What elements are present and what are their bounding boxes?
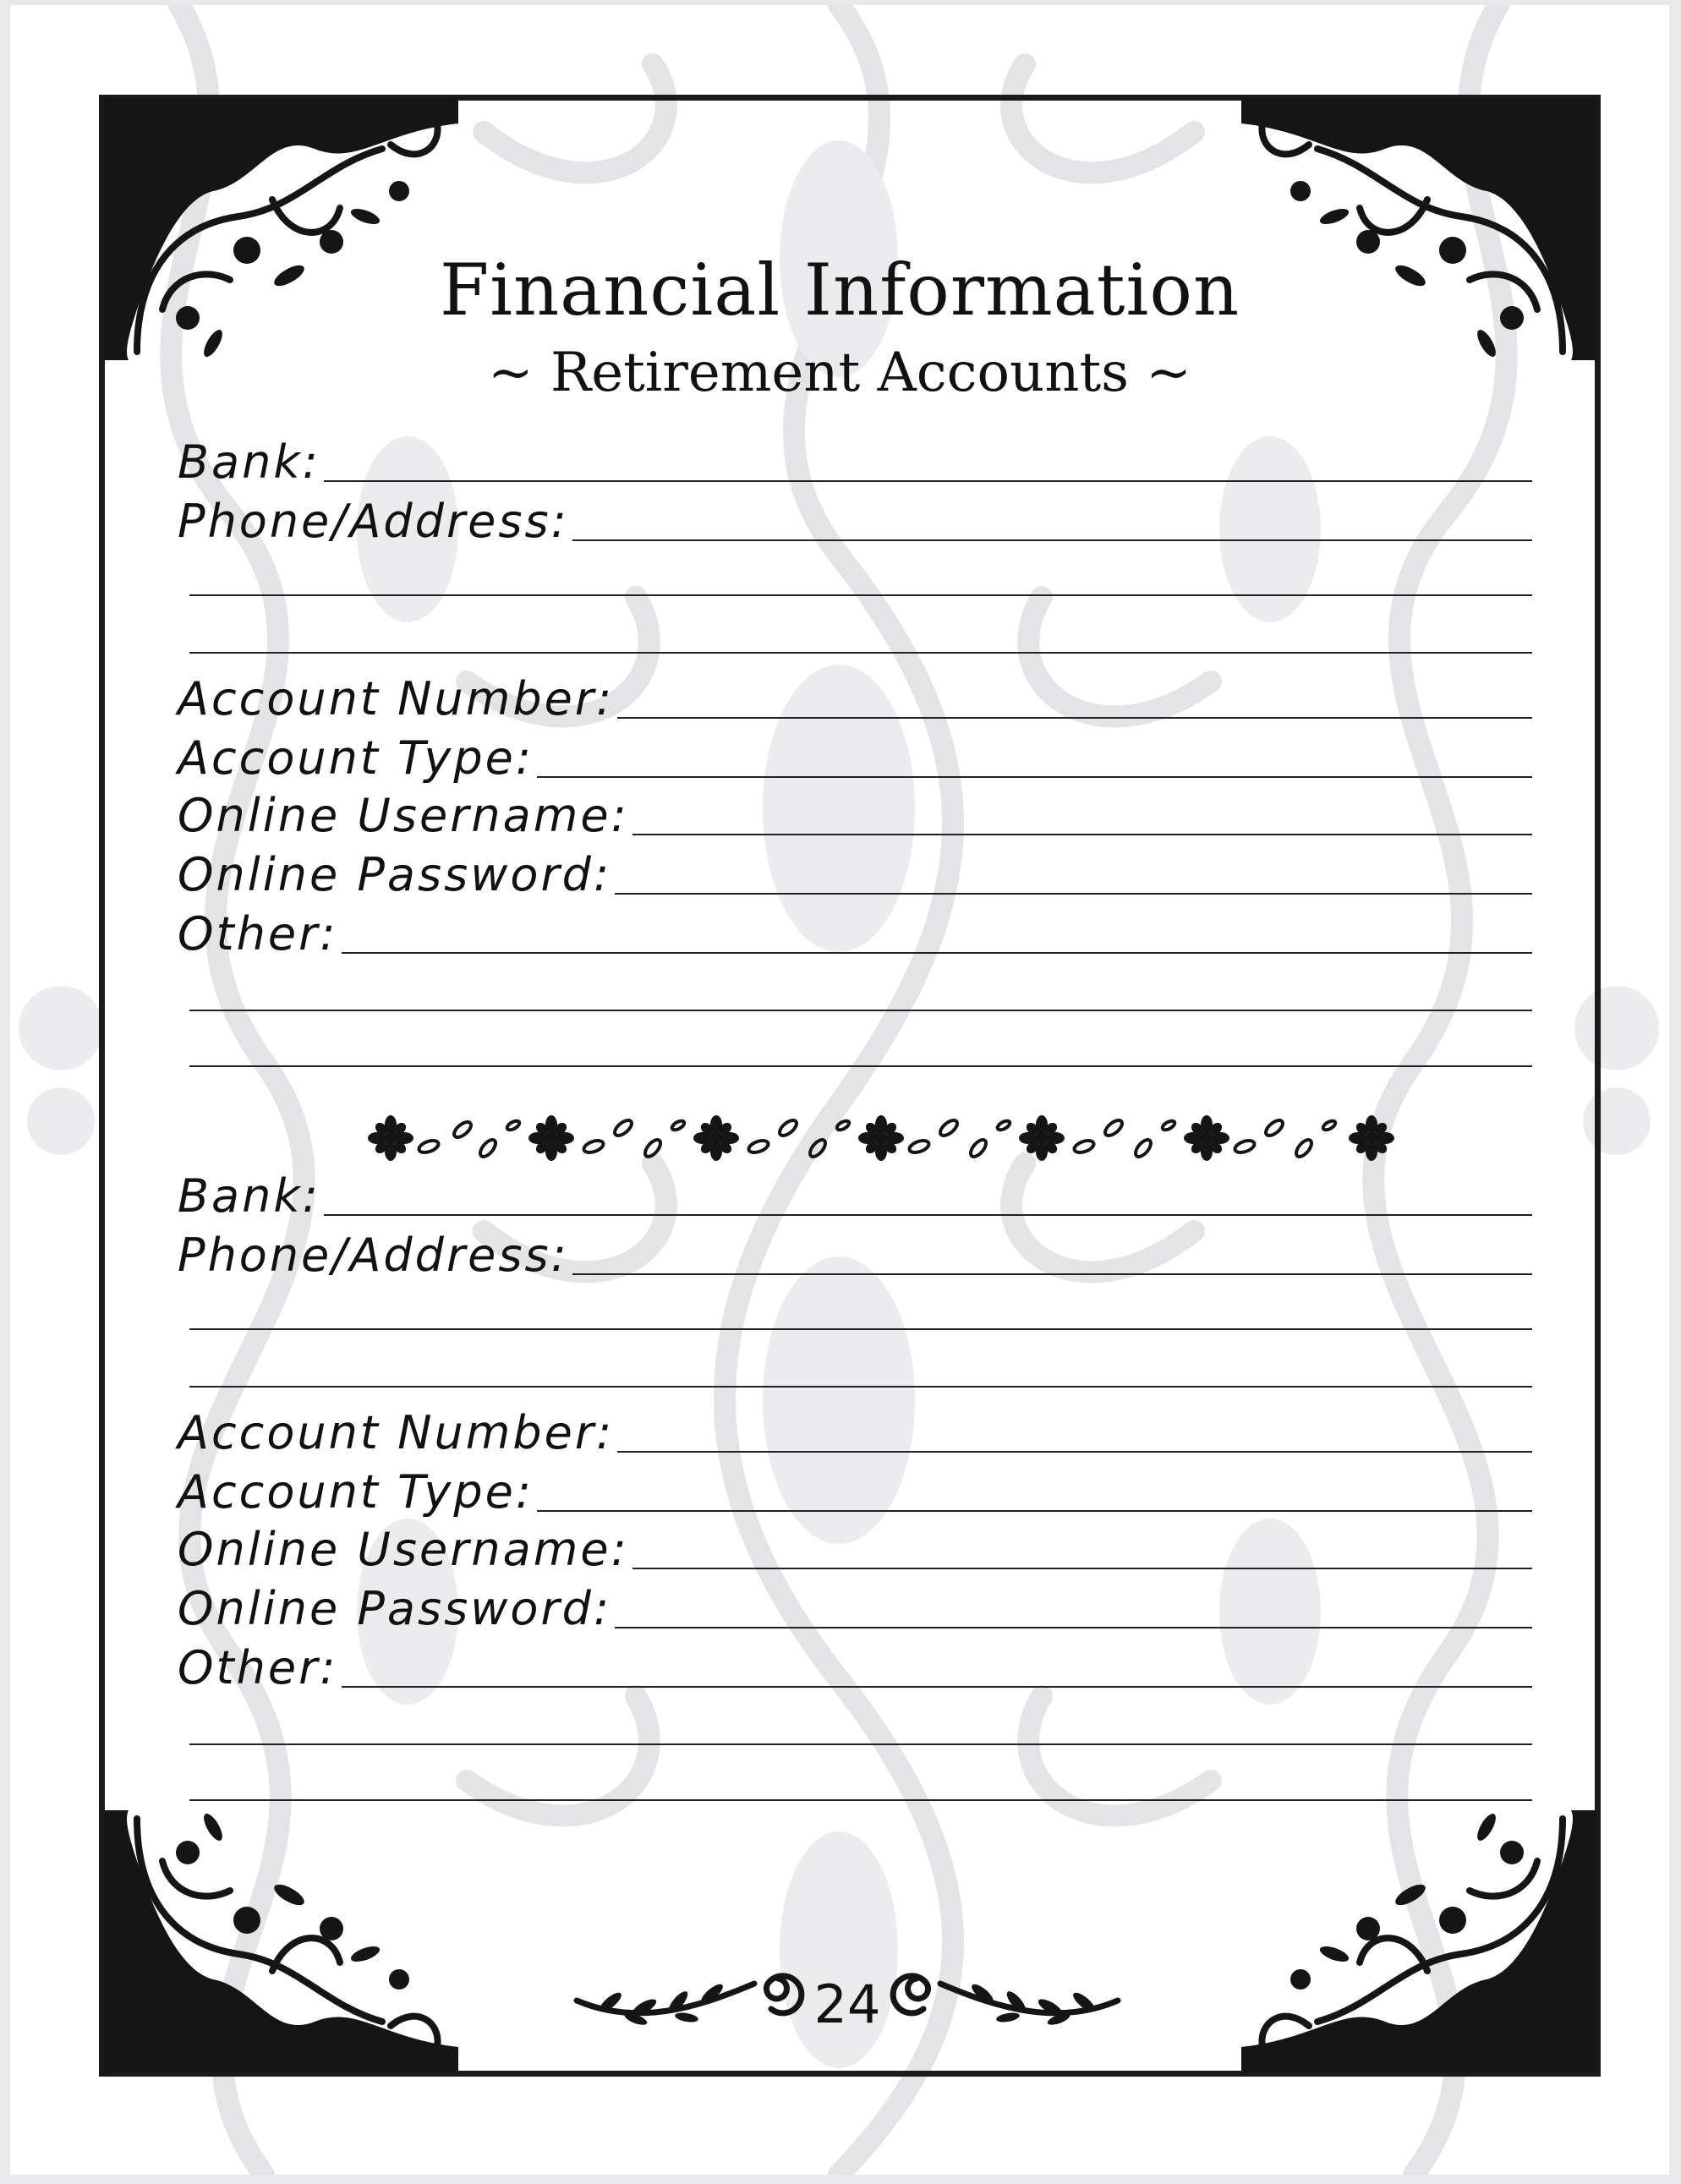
write-line	[617, 717, 1532, 719]
account-type-label: Account Type:	[178, 1465, 534, 1519]
blank-line[interactable]	[189, 594, 1532, 596]
write-line	[572, 1273, 1532, 1275]
phone-address-field[interactable]	[178, 487, 1532, 546]
flower-icon	[1184, 1115, 1229, 1161]
write-line	[324, 1214, 1532, 1216]
account-type-label: Account Type:	[178, 731, 534, 785]
account-type-field[interactable]	[178, 1458, 1532, 1517]
online-password-label: Online Password:	[178, 1582, 612, 1635]
account-number-label: Account Number:	[178, 672, 615, 725]
write-line	[342, 1686, 1532, 1688]
write-line	[632, 834, 1532, 835]
blank-line[interactable]	[189, 1010, 1532, 1011]
account-number-field[interactable]	[178, 1399, 1532, 1458]
blank-line[interactable]	[189, 652, 1532, 654]
write-line	[617, 1451, 1532, 1453]
flower-icon	[693, 1115, 739, 1161]
online-username-field[interactable]	[178, 1515, 1532, 1574]
floral-corner-icon	[1241, 1810, 1596, 2072]
other-field[interactable]	[178, 1634, 1532, 1693]
write-line	[615, 893, 1532, 895]
online-password-field[interactable]	[178, 1574, 1532, 1634]
phone-address-field[interactable]	[178, 1221, 1532, 1280]
write-line	[572, 539, 1532, 541]
flower-icon	[368, 1115, 413, 1161]
bank-field[interactable]	[178, 1162, 1532, 1221]
flower-icon	[1349, 1115, 1394, 1161]
bank-label: Bank:	[178, 435, 320, 489]
floral-corner-icon	[103, 1810, 458, 2072]
account-type-field[interactable]	[178, 724, 1532, 783]
write-line	[615, 1627, 1532, 1628]
page-title: Financial Information	[439, 249, 1240, 331]
account-number-label: Account Number:	[178, 1406, 615, 1459]
write-line	[537, 776, 1532, 778]
page-number: 24	[813, 1973, 881, 2035]
online-username-label: Online Username:	[178, 1523, 629, 1576]
other-field[interactable]	[178, 900, 1532, 959]
blank-line[interactable]	[189, 1065, 1532, 1067]
write-line	[342, 952, 1532, 954]
page-footer	[560, 1950, 1135, 2060]
blank-line[interactable]	[189, 1743, 1532, 1745]
account-number-field[interactable]	[178, 665, 1532, 724]
online-username-label: Online Username:	[178, 789, 629, 842]
blank-line[interactable]	[189, 1386, 1532, 1388]
blank-line[interactable]	[189, 1799, 1532, 1801]
other-label: Other:	[178, 907, 338, 961]
online-password-label: Online Password:	[178, 848, 612, 901]
phone-address-label: Phone/Address:	[178, 495, 569, 548]
write-line	[324, 480, 1532, 482]
document-page	[10, 5, 1669, 2175]
flower-icon	[858, 1115, 904, 1161]
bank-label: Bank:	[178, 1169, 320, 1223]
flower-icon	[1019, 1115, 1065, 1161]
write-line	[632, 1568, 1532, 1569]
other-label: Other:	[178, 1641, 338, 1694]
online-password-field[interactable]	[178, 840, 1532, 900]
online-username-field[interactable]	[178, 781, 1532, 840]
page-subtitle: ~ Retirement Accounts ~	[488, 342, 1191, 404]
flower-icon	[528, 1115, 574, 1161]
phone-address-label: Phone/Address:	[178, 1229, 569, 1282]
write-line	[537, 1510, 1532, 1512]
bank-field[interactable]	[178, 428, 1532, 487]
blank-line[interactable]	[189, 1328, 1532, 1330]
